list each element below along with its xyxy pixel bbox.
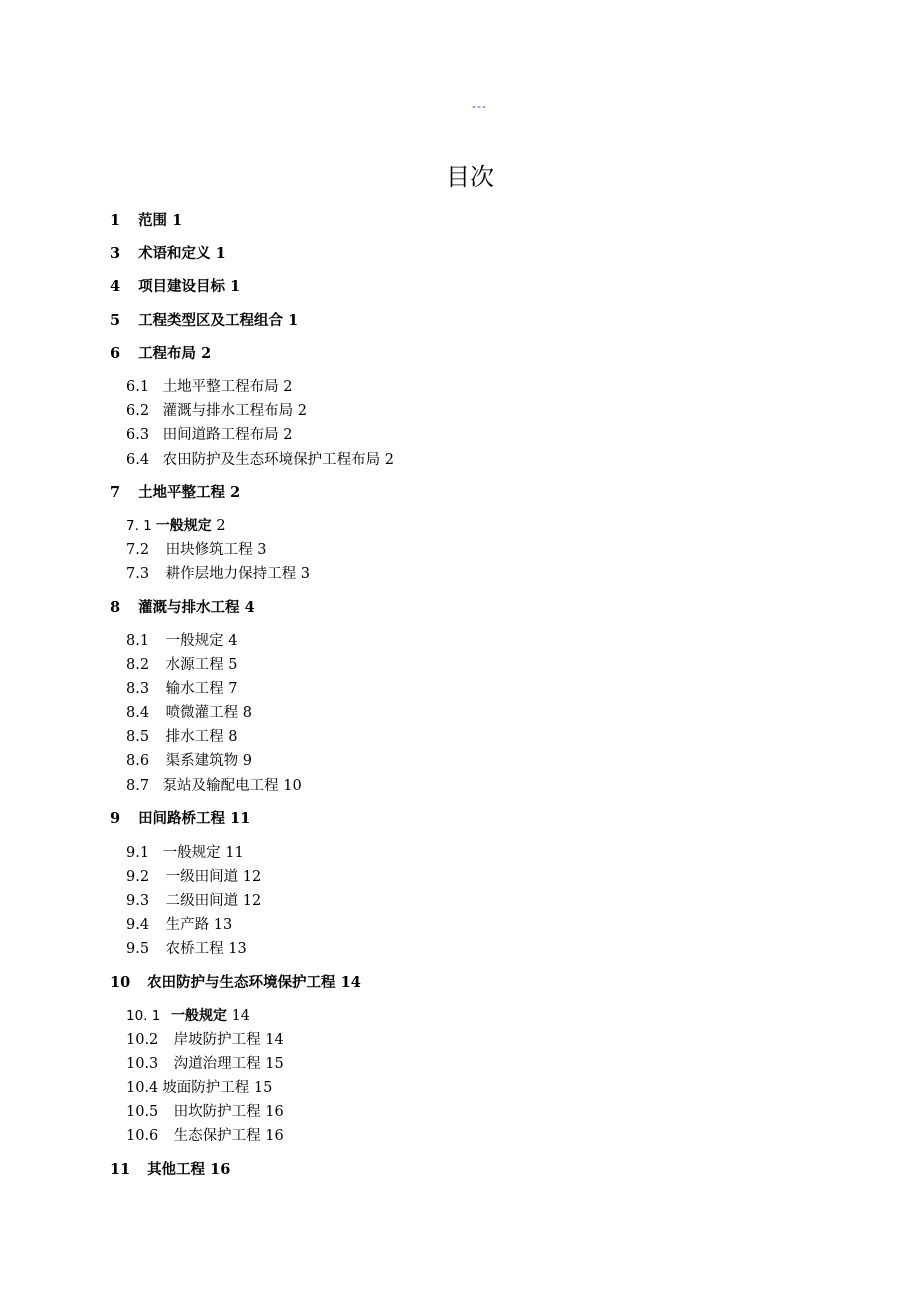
toc-entry-10-3[interactable] bbox=[126, 1053, 284, 1075]
toc-entry-number: 7.2 bbox=[126, 542, 150, 558]
toc-entry-number: 10. 1 bbox=[126, 1008, 161, 1024]
toc-entry-number: 6.1 bbox=[126, 379, 150, 395]
toc-entry-number: 8.7 bbox=[126, 778, 150, 794]
header-mark: --- bbox=[472, 99, 487, 113]
toc-entry-text: 泵站及输配电工程 10 bbox=[162, 778, 302, 794]
toc-entry-text: 农桥工程 13 bbox=[165, 941, 247, 957]
toc-entry-number: 7. 1 bbox=[126, 518, 152, 534]
toc-entry-text: 工程类型区及工程组合 1 bbox=[138, 312, 299, 329]
toc-entry-text: 土地平整工程布局 2 bbox=[162, 379, 293, 395]
toc-entry-text: 项目建设目标 1 bbox=[138, 278, 241, 295]
toc-entry-text: 田间道路工程布局 2 bbox=[162, 427, 293, 443]
toc-entry-8-2[interactable] bbox=[126, 654, 237, 676]
toc-entry-number: 10.6 bbox=[126, 1128, 159, 1144]
toc-entry-text: 土地平整工程 2 bbox=[138, 484, 241, 501]
toc-entry-7-2[interactable] bbox=[126, 539, 266, 561]
toc-entry-10-5[interactable] bbox=[126, 1101, 284, 1123]
toc-entry-6-3[interactable] bbox=[126, 424, 292, 446]
toc-entry-number: 5 bbox=[110, 312, 121, 329]
toc-entry-text: 水源工程 5 bbox=[165, 657, 238, 673]
toc-entry-text: 坡面防护工程 15 bbox=[162, 1080, 273, 1096]
toc-entry-text: 喷微灌工程 8 bbox=[165, 705, 252, 721]
toc-entry-number: 8 bbox=[110, 599, 121, 616]
toc-entry-4[interactable] bbox=[110, 276, 240, 298]
toc-entry-number: 9.2 bbox=[126, 869, 150, 885]
toc-entry-8-6[interactable] bbox=[126, 750, 252, 772]
toc-entry-text: 其他工程 16 bbox=[147, 1161, 231, 1178]
toc-entry-number: 8.4 bbox=[126, 705, 150, 721]
toc-entry-number: 7 bbox=[110, 484, 121, 501]
toc-entry-10-4[interactable] bbox=[126, 1077, 272, 1099]
toc-entry-8-3[interactable] bbox=[126, 678, 237, 700]
toc-entry-number: 7.3 bbox=[126, 566, 150, 582]
toc-entry-11[interactable] bbox=[110, 1159, 230, 1181]
toc-entry-10[interactable] bbox=[110, 972, 361, 994]
toc-entry-text: 渠系建筑物 9 bbox=[165, 753, 252, 769]
toc-entry-number: 6.2 bbox=[126, 403, 150, 419]
toc-entry-6[interactable] bbox=[110, 343, 211, 365]
toc-entry-text: 生产路 13 bbox=[165, 917, 233, 933]
toc-entry-6-1[interactable] bbox=[126, 376, 292, 398]
toc-entry-text: 农田防护与生态环境保护工程 14 bbox=[147, 974, 361, 991]
toc-entry-text: 沟道治理工程 15 bbox=[173, 1056, 284, 1072]
toc-entry-text: 术语和定义 1 bbox=[138, 245, 226, 262]
toc-entry-text: 排水工程 8 bbox=[165, 729, 238, 745]
toc-entry-10-1[interactable] bbox=[126, 1005, 250, 1027]
toc-entry-number: 6.4 bbox=[126, 452, 150, 468]
toc-entry-text: 一般规定 bbox=[155, 518, 212, 534]
toc-entry-number: 10 bbox=[110, 974, 131, 991]
toc-entry-text: 岸坡防护工程 14 bbox=[173, 1032, 284, 1048]
toc-entry-10-2[interactable] bbox=[126, 1029, 284, 1051]
toc-entry-number: 10.3 bbox=[126, 1056, 159, 1072]
toc-entry-number: 6 bbox=[110, 345, 121, 362]
toc-entry-3[interactable] bbox=[110, 243, 226, 265]
toc-entry-number: 9 bbox=[110, 810, 121, 827]
toc-entry-9-5[interactable] bbox=[126, 938, 247, 960]
toc-entry-page: 14 bbox=[231, 1008, 251, 1024]
toc-entry-8-4[interactable] bbox=[126, 702, 252, 724]
toc-entry-9-4[interactable] bbox=[126, 914, 232, 936]
toc-entry-7-3[interactable] bbox=[126, 563, 310, 585]
toc-entry-8-1[interactable] bbox=[126, 630, 237, 652]
page-title: 目次 bbox=[446, 163, 494, 191]
toc-entry-number: 9.4 bbox=[126, 917, 150, 933]
toc-entry-number: 6.3 bbox=[126, 427, 150, 443]
toc-entry-text: 田间路桥工程 11 bbox=[138, 810, 251, 827]
toc-entry-5[interactable] bbox=[110, 310, 298, 332]
toc-entry-text: 二级田间道 12 bbox=[165, 893, 262, 909]
toc-entry-9-3[interactable] bbox=[126, 890, 261, 912]
toc-entry-page: 2 bbox=[216, 518, 226, 534]
toc-entry-6-4[interactable] bbox=[126, 449, 394, 471]
toc-entry-text: 工程布局 2 bbox=[138, 345, 212, 362]
toc-entry-text: 农田防护及生态环境保护工程布局 2 bbox=[162, 452, 394, 468]
toc-entry-text: 一般规定 11 bbox=[162, 845, 244, 861]
toc-entry-number: 10.5 bbox=[126, 1104, 159, 1120]
toc-entry-text: 范围 1 bbox=[138, 212, 183, 229]
toc-entry-9-2[interactable] bbox=[126, 866, 261, 888]
toc-entry-text: 一级田间道 12 bbox=[165, 869, 262, 885]
toc-entry-text: 田坎防护工程 16 bbox=[173, 1104, 284, 1120]
toc-entry-text: 生态保护工程 16 bbox=[173, 1128, 284, 1144]
toc-entry-number: 11 bbox=[110, 1161, 131, 1178]
toc-entry-number: 8.6 bbox=[126, 753, 150, 769]
toc-entry-text: 耕作层地力保持工程 3 bbox=[165, 566, 310, 582]
toc-entry-number: 9.5 bbox=[126, 941, 150, 957]
toc-entry-8-5[interactable] bbox=[126, 726, 237, 748]
toc-entry-text: 一般规定 bbox=[170, 1008, 227, 1024]
toc-entry-number: 4 bbox=[110, 278, 121, 295]
toc-entry-1[interactable] bbox=[110, 210, 182, 232]
toc-entry-8-7[interactable] bbox=[126, 775, 302, 797]
toc-entry-number: 8.2 bbox=[126, 657, 150, 673]
toc-entry-text: 灌溉与排水工程布局 2 bbox=[162, 403, 307, 419]
toc-entry-text: 一般规定 4 bbox=[165, 633, 238, 649]
toc-entry-number: 3 bbox=[110, 245, 121, 262]
toc-entry-text: 灌溉与排水工程 4 bbox=[138, 599, 255, 616]
toc-entry-number: 8.5 bbox=[126, 729, 150, 745]
toc-entry-number: 1 bbox=[110, 212, 121, 229]
toc-entry-text: 输水工程 7 bbox=[165, 681, 238, 697]
toc-entry-7-1[interactable] bbox=[126, 515, 226, 537]
toc-entry-6-2[interactable] bbox=[126, 400, 307, 422]
toc-entry-number: 10.2 bbox=[126, 1032, 159, 1048]
toc-entry-7[interactable] bbox=[110, 482, 240, 504]
toc-entry-9-1[interactable] bbox=[126, 842, 244, 864]
toc-entry-number: 8.1 bbox=[126, 633, 150, 649]
toc-entry-number: 9.3 bbox=[126, 893, 150, 909]
toc-entry-number: 10.4 bbox=[126, 1080, 159, 1096]
toc-entry-9[interactable] bbox=[110, 808, 250, 830]
toc-entry-10-6[interactable] bbox=[126, 1125, 284, 1147]
toc-entry-number: 8.3 bbox=[126, 681, 150, 697]
toc-entry-8[interactable] bbox=[110, 597, 255, 619]
toc-entry-text: 田块修筑工程 3 bbox=[165, 542, 267, 558]
toc-entry-number: 9.1 bbox=[126, 845, 150, 861]
